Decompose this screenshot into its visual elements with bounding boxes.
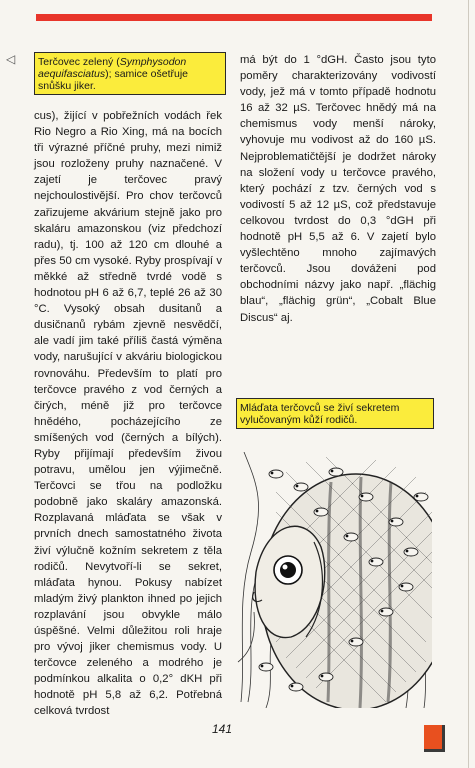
left-column-text: cus), žijící v pobřežních vodách řek Rio Negro a Rio Xing, má na bocích tři výrazné příčné pruhy, mezi nimiž jsou rozloženy pruhy naznačené. V zajetí je terčovec pravý nejchoulostivější. Pro chov terčovců zařizujeme akvárium stejně jako pro skaláru amazonskou (viz předchozí radu), tj. 100 až 120 cm dlouhé a přes 50 cm vysoké. Ryby prospívají v měkké až středně tvrdé vodě s hodnotou pH 6 až 6,7, teplé 26 až 30 °C. Vysoký obsah dusitanů a dusičnanů rybám zjevně nesvědčí, ale vadí jim také příliš častá výměna vody, narušující v akváriu biologickou rovnováhu. Především to platí pro terčovce pravého z vod černých a čirých, méně již pro terčovce hnědého, pocházejícího ze smíšených vod (černých a bílých). Ryby přijímají především živou potravu, umělou jen výjimečně. Terčovci se třou na podložku podobně jako skaláry amazonská. Rozplavaná mláďata se však v prvních dnech samostatného života živí výlučně kožním sekretem z těla rodičů. Nevytvoří-li se sekret, mláďata hynou. Pokusy nabízet mladým živý plankton ihned po jejich rozplavání jsou obvykle málo úspěšné. Velmi důležitou roli hraje pro vývoj jiker chemismus vody. U terčovce zeleného a modrého je podmínkou alkalita o 0,2° dKH při hodnotě pH 5,8 až 6,2. Potřebná celková tvrdost	[34, 110, 222, 718]
discus-fish-drawing	[236, 452, 432, 708]
caption-top-prefix: Terčovec zelený (	[38, 56, 120, 68]
caption-top-suffix: ); samice ošetřuje snůšku jiker.	[38, 68, 189, 92]
page-edge	[468, 0, 469, 768]
right-column-text: má být do 1 °dGH. Často jsou tyto poměry charakterizovány vodivostí vody, jež má v tomto případě hodnotu 16 až 32 µS. Terčovec hnědý má na chemismus vody menší nároky, vyhovuje mu vodivost až do 160 µS. Nejproblematičtější je dodržet nároky na složení vody u terčovce pravého, který pochází z tzv. černých vod s vodivostí 5 až 12 µS, což představuje celkovou tvrdost do 0,3 °dGH při hodnotě pH 5,5 až 6. V zajetí bylo vyšlechtěno mnoho zajímavých terčovců. Jsou dováženi pod obchodními názvy jako např. „flächig blau“, „flächig grün“, „Cobalt Blue Discus“ aj.	[240, 54, 436, 324]
fish-illustration	[236, 452, 432, 708]
caption-fry-feeding: Mláďata terčovců se živí sekretem vylučovaným kůží rodičů.	[236, 398, 434, 429]
page-number: 141	[212, 722, 233, 736]
page-corner-marker	[424, 725, 445, 752]
top-accent-rule	[36, 14, 432, 21]
caption-top-species: Symphysodon aequifasciatus	[38, 56, 187, 80]
caption-female-discus	[34, 52, 226, 95]
triangle-left-icon: ◁	[6, 52, 16, 66]
